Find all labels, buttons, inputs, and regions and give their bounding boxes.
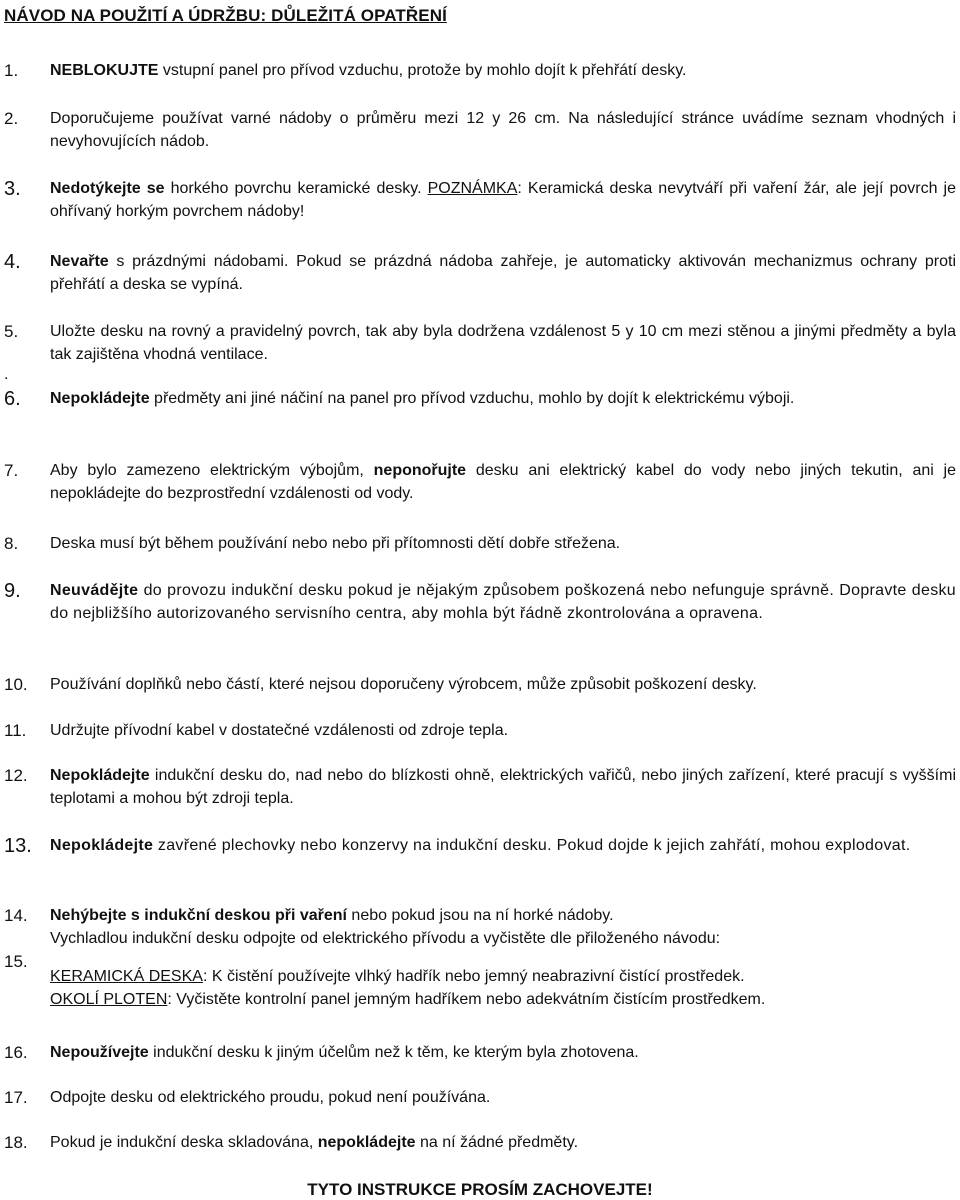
cleaning-surroundings-text: : Vyčistěte kontrolní panel jemným hadříkem nebo adekvátním čistícím prostředkem. (167, 990, 766, 1008)
item-text: Odpojte desku od elektrického proudu, pokud není používána. (50, 1089, 491, 1106)
item-text: do provozu indukční desku pokud je nějakým způsobem poškozená nebo nefunguje správně. Dopravte desku do nejbližšího autorizovaného servisního centra, aby mohla být řádně zkontrolována a opravena. (50, 582, 956, 622)
cleaning-ceramic-label: KERAMICKÁ DESKA (50, 968, 203, 985)
item-number: 3. (4, 178, 21, 200)
item-bold: Neuvádějte (50, 582, 139, 599)
item-number: 6. (4, 388, 21, 410)
item-bold: Nepoužívejte (50, 1044, 149, 1061)
item-text: indukční desku do, nad nebo do blízkosti ohně, elektrických vařičů, nebo jiných zařízení, které pracují s vyššími teplotami a mohou být zdroji tepla. (50, 767, 956, 807)
list-item (4, 108, 956, 153)
list-item (4, 1132, 956, 1155)
document-title: NÁVOD NA POUŽITÍ A ÚDRŽBU: DŮLEŽITÁ OPATŘENÍ (4, 6, 447, 25)
item-text: zavřené plechovky nebo konzervy na indukční desku. Pokud dojde k jejich zahřátí, mohou explodovat. (153, 837, 911, 854)
list-item (4, 60, 956, 83)
item-number: 1. (4, 61, 19, 80)
item-number: 14. (4, 906, 28, 925)
item-number: 17. (4, 1088, 28, 1107)
item-text: Doporučujeme používat varné nádoby o průměru mezi 12 y 26 cm. Na následující stránce uvádíme seznam vhodných i nevyhovujících nádob. (50, 110, 956, 150)
item-number: 12. (4, 766, 28, 785)
item-number: 15. (4, 952, 28, 971)
item-text: Uložte desku na rovný a pravidelný povrch, tak aby byla dodržena vzdálenost 5 y 10 cm mezi stěnou a jinými předměty a byla tak zajištěna vhodná ventilace. (50, 323, 956, 363)
item-bold: Nepokládejte (50, 767, 150, 784)
list-item (4, 835, 956, 858)
item-bold: neponořujte (373, 462, 467, 479)
list-item (4, 533, 956, 556)
item-number: 7. (4, 461, 19, 480)
item-text: Vychladlou indukční desku odpojte od elektrického přívodu a vyčistěte dle přiloženého návodu: (50, 929, 721, 947)
item-text: Pokud je indukční deska skladována, (50, 1134, 318, 1151)
item-text: horkého povrchu keramické desky. (164, 180, 428, 197)
item-text: Používání doplňků nebo částí, které nejsou doporučeny výrobcem, může způsobit poškození desky. (50, 676, 757, 693)
list-item (4, 321, 956, 366)
list-item (4, 1087, 956, 1110)
item-text: desku ani elektrický kabel do vody nebo jiných tekutin, ani je nepokládejte do bezprostřední vzdálenosti od vody. (50, 462, 957, 502)
item-bold: NEBLOKUJTE (50, 62, 159, 79)
item-number: 9. (4, 580, 21, 602)
item-text: předměty ani jiné náčiní na panel pro přívod vzduchu, mohlo by dojít k elektrickému výboji. (149, 390, 795, 407)
cleaning-surroundings-label: OKOLÍ PLOTEN (50, 990, 168, 1008)
item-number: 18. (4, 1133, 28, 1152)
list-item (4, 580, 956, 625)
item-text: : Keramická deska nevytváří při vaření žár, ale její povrch je ohřívaný horkým povrchem nádoby! (50, 180, 956, 220)
item-text: vstupní panel pro přívod vzduchu, protože by mohlo dojít k přehřátí desky. (158, 62, 687, 79)
item-bold: Nepokládejte (50, 837, 154, 854)
item-text: Aby bylo zamezeno elektrickým výbojům, (50, 462, 374, 479)
list-item (4, 720, 956, 743)
item-text: indukční desku k jiným účelům než k těm, ke kterým byla zhotovena. (148, 1044, 639, 1061)
list-item (4, 388, 956, 411)
list-item (4, 460, 956, 505)
item-bold: Nevařte (50, 253, 109, 270)
item-text: na ní žádné předměty. (415, 1134, 579, 1151)
item-text: s prázdnými nádobami. Pokud se prázdná nádoba zahřeje, je automaticky aktivován mechanizmus ochrany proti přehřátí a deska se vypíná. (50, 253, 956, 293)
cleaning-ceramic-text: : K čistění používejte vlhký hadřík nebo jemný neabrazivní čistící prostředek. (202, 968, 745, 985)
list-item (4, 905, 956, 1011)
item-bold: Nedotýkejte se (50, 180, 165, 197)
footer-note: TYTO INSTRUKCE PROSÍM ZACHOVEJTE! (307, 1180, 653, 1199)
list-item (4, 1042, 956, 1065)
item-text: Deska musí být během používání nebo nebo při přítomnosti dětí dobře střežena. (50, 535, 621, 552)
item-text: nebo pokud jsou na ní horké nádoby. (346, 907, 614, 924)
list-item (4, 251, 956, 296)
item-text: Udržujte přívodní kabel v dostatečné vzdálenosti od zdroje tepla. (50, 722, 509, 739)
item-bold: Nehýbejte s indukční deskou při vaření (50, 907, 347, 924)
stray-dot: . (4, 366, 9, 383)
item-number: 2. (4, 109, 19, 128)
item-number: 8. (4, 534, 19, 553)
item-bold: nepokládejte (317, 1134, 416, 1151)
item-number: 16. (4, 1043, 28, 1062)
item-underlined: POZNÁMKA (427, 180, 518, 197)
item-bold: Nepokládejte (50, 390, 150, 407)
item-number: 13. (4, 835, 32, 857)
item-number: 5. (4, 322, 19, 341)
item-number: 10. (4, 675, 28, 694)
list-item (4, 178, 956, 223)
list-item (4, 674, 956, 697)
item-number: 4. (4, 251, 21, 273)
item-number: 11. (4, 721, 27, 740)
list-item (4, 765, 956, 810)
